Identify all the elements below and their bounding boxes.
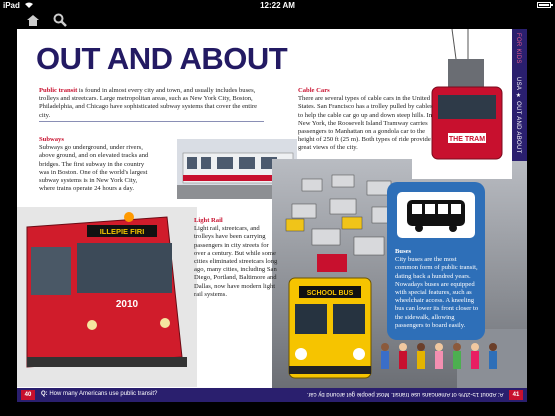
school-bus-photo: [285, 274, 375, 389]
public-transit-paragraph: [39, 87, 259, 120]
subways-heading: Subways: [39, 136, 64, 143]
children-photo: [375, 339, 515, 387]
battery-icon: [537, 2, 551, 8]
series-label: FOR KIDS: [515, 33, 521, 64]
search-icon[interactable]: [52, 12, 68, 28]
home-icon[interactable]: [25, 12, 41, 28]
clock: 12:22 AM: [260, 1, 295, 10]
cable-cars-heading: Cable Cars: [298, 87, 330, 94]
tram-sign: THE TRAM: [448, 136, 486, 143]
question-label: Q:: [41, 391, 48, 397]
streetcar-destination-sign: ILLEPIE FIRI: [99, 227, 145, 236]
page-number-left: 40: [21, 390, 35, 400]
subways-text: Subways go underground, under rivers, above ground, and on elevated tracks and bridges. The first subway in the country was in Boston. One of the world's largest subway systems is in New York City, where trains operate 24 hours a day.: [39, 144, 149, 193]
cable-cars-text: There are several types of cable cars in the United States. San Francisco has a trolley pulled by cables to help the cable car go up and down steep hills. In New York, the Roosevelt Island Tramway carries passengers to Manhattan on a gondola car to the height of 250 ft (25 m). Both types of ride provide great views of the city.: [298, 95, 433, 152]
divider: [39, 121, 264, 122]
streetcar-number: 2010: [115, 299, 139, 310]
book-spread: [17, 29, 527, 402]
page-footer: [17, 388, 527, 402]
status-bar: [0, 0, 555, 11]
streetcar-photo: [17, 207, 197, 387]
question-text: How many Americans use public transit?: [49, 391, 158, 397]
buses-text: City buses are the most common form of public transit, dating back a hundred years. Nowadays buses are equipped with special features, such as wheelchair access. A kneeling bus can lower its front closer to the sidewalk, allowing passengers to board easily.: [395, 256, 479, 329]
bus-icon: [397, 192, 475, 238]
cable-cars-paragraph: [298, 87, 438, 153]
light-rail-text: Light rail, streetcars, and trolleys have been carrying passengers in city streets for over a century. But while some cities eliminated streetcars long ago, many cities, including San Diego, Portland, Baltimore and Dallas, now have modern light rail systems.: [194, 225, 278, 298]
device-label: iPad: [3, 1, 20, 10]
chapter-side-tab: [512, 29, 527, 161]
buses-heading: Buses: [395, 248, 412, 255]
trivia-answer: A: About 15-20% of Americans use transit. Most people get around by car.: [306, 391, 503, 397]
reader-toolbar: [0, 11, 555, 29]
chapter-label: USA ★ OUT AND ABOUT: [515, 77, 521, 154]
public-transit-heading: Public transit: [39, 87, 78, 94]
buses-callout: [387, 182, 485, 340]
school-bus-sign: SCHOOL BUS: [306, 290, 354, 297]
trivia-question: [41, 391, 157, 397]
public-transit-text: is found in almost every city and town, and usually includes buses, trolleys and streetcars. Large metropolitan areas, such as New York City, Boston, Philadelphia, and Chicago have sophisticated subway systems that cover the entire city.: [39, 87, 258, 119]
page-number-right: 41: [509, 390, 523, 400]
buses-paragraph: [395, 248, 479, 330]
light-rail-paragraph: [194, 217, 280, 299]
page-title: OUT AND ABOUT: [36, 41, 288, 76]
light-rail-heading: Light Rail: [194, 217, 223, 224]
subways-paragraph: [39, 136, 151, 193]
